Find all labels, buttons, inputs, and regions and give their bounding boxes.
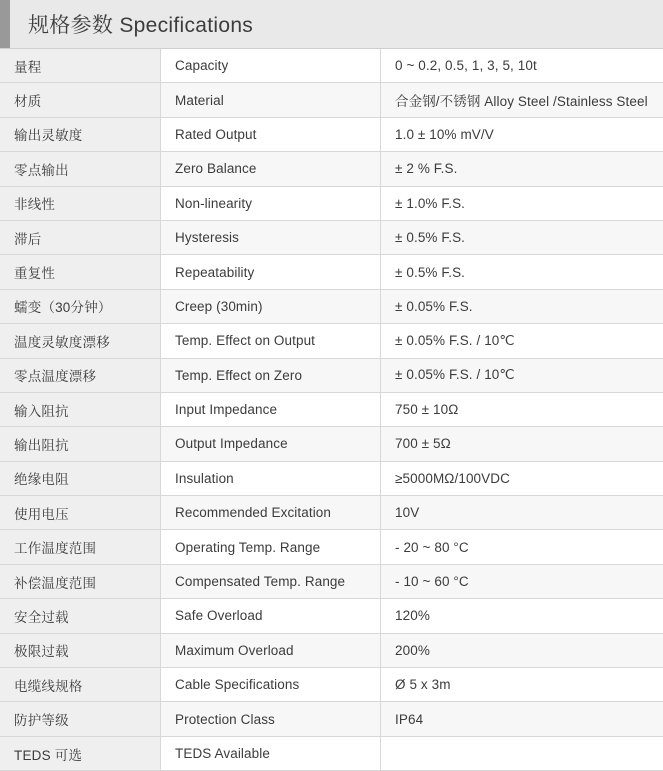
spec-value: ≥5000MΩ/100VDC <box>395 470 510 486</box>
spec-label-cn: 电缆线规格 <box>14 678 83 694</box>
spec-label-en: Compensated Temp. Range <box>175 574 346 590</box>
table-row <box>0 427 663 461</box>
table-row <box>0 220 663 254</box>
spec-label-cn: 补偿温度范围 <box>14 575 97 591</box>
spec-label-en: Safe Overload <box>175 608 263 624</box>
table-row <box>0 530 663 564</box>
spec-label-en: Creep (30min) <box>175 298 263 314</box>
spec-label-cn: 蠕变（30分钟） <box>14 300 112 316</box>
table-row <box>0 392 663 426</box>
page-title-cn: 规格参数 <box>28 14 114 37</box>
spec-value: - 10 ~ 60 °C <box>395 574 469 590</box>
spec-label-en: Input Impedance <box>175 402 278 418</box>
specifications-header <box>0 0 663 49</box>
spec-value: 1.0 ± 10% mV/V <box>395 126 494 142</box>
spec-label-en: Zero Balance <box>175 161 257 177</box>
table-row <box>0 564 663 598</box>
spec-label-cn: 使用电压 <box>14 506 69 522</box>
table-row <box>0 668 663 702</box>
page-title-en: Specifications <box>119 14 254 37</box>
spec-value: 10V <box>395 505 420 521</box>
spec-label-en: TEDS Available <box>175 746 270 761</box>
spec-label-cn: 滞后 <box>14 231 42 247</box>
spec-label-cn: 材质 <box>14 94 42 110</box>
spec-label-en: Maximum Overload <box>175 642 294 658</box>
spec-label-cn: 量程 <box>14 59 42 75</box>
table-row <box>0 736 663 770</box>
spec-value: ± 0.05% F.S. / 10℃ <box>395 367 515 383</box>
specifications-table-body <box>0 49 663 771</box>
spec-label-cn: 绝缘电阻 <box>14 472 69 488</box>
spec-label-cn: 零点输出 <box>14 162 69 178</box>
page-title <box>10 9 253 39</box>
table-row <box>0 152 663 186</box>
spec-value: ± 0.05% F.S. <box>395 298 473 314</box>
spec-label-cn: 非线性 <box>14 197 56 213</box>
spec-label-cn: 防护等级 <box>14 713 69 729</box>
spec-value: 750 ± 10Ω <box>395 402 459 418</box>
spec-label-en: Rated Output <box>175 126 257 142</box>
table-row <box>0 633 663 667</box>
table-row <box>0 702 663 736</box>
spec-value: Ø 5 x 3m <box>395 677 451 693</box>
spec-label-en: Repeatability <box>175 264 255 280</box>
spec-value: - 20 ~ 80 °C <box>395 539 469 555</box>
spec-label-en: Temp. Effect on Zero <box>175 367 303 383</box>
spec-label-cn: 输出灵敏度 <box>14 128 83 144</box>
spec-label-en: Material <box>175 92 224 108</box>
spec-label-en: Temp. Effect on Output <box>175 333 316 349</box>
table-row <box>0 255 663 289</box>
spec-value: 200% <box>395 642 430 658</box>
table-row <box>0 117 663 151</box>
spec-label-en: Cable Specifications <box>175 677 300 693</box>
spec-value: ± 2 % F.S. <box>395 161 458 177</box>
table-row <box>0 83 663 117</box>
spec-label-cn: 输入阻抗 <box>14 403 69 419</box>
header-accent-bar <box>0 0 10 48</box>
spec-value: ± 0.05% F.S. / 10℃ <box>395 332 515 348</box>
spec-value: 700 ± 5Ω <box>395 436 451 452</box>
spec-label-en: Hysteresis <box>175 230 240 246</box>
spec-value: ± 0.5% F.S. <box>395 230 466 246</box>
spec-value: IP64 <box>395 711 424 727</box>
spec-value: ± 0.5% F.S. <box>395 264 466 280</box>
spec-label-cn: 温度灵敏度漂移 <box>14 334 110 350</box>
spec-label-cn: TEDS 可选 <box>14 747 83 763</box>
spec-label-cn: 零点温度漂移 <box>14 369 97 385</box>
spec-label-cn: 极限过载 <box>14 644 69 660</box>
spec-value: 120% <box>395 608 430 624</box>
spec-label-cn: 安全过载 <box>14 609 69 625</box>
spec-label-en: Protection Class <box>175 711 275 727</box>
table-row <box>0 496 663 530</box>
table-row <box>0 358 663 392</box>
spec-label-cn: 输出阻抗 <box>14 437 69 453</box>
table-row <box>0 599 663 633</box>
spec-label-en: Operating Temp. Range <box>175 539 321 555</box>
table-row <box>0 324 663 358</box>
spec-label-en: Insulation <box>175 470 234 486</box>
spec-label-en: Capacity <box>175 58 229 74</box>
table-row <box>0 186 663 220</box>
spec-label-en: Recommended Excitation <box>175 505 332 521</box>
spec-value: 0 ~ 0.2, 0.5, 1, 3, 5, 10t <box>395 58 537 74</box>
spec-value: 合金钢/不锈钢 Alloy Steel /Stainless Steel <box>395 94 648 110</box>
spec-value: ± 1.0% F.S. <box>395 195 466 211</box>
spec-label-en: Output Impedance <box>175 436 288 452</box>
table-row <box>0 461 663 495</box>
specifications-table <box>0 49 663 771</box>
table-row <box>0 289 663 323</box>
spec-label-cn: 工作温度范围 <box>14 541 97 557</box>
spec-label-cn: 重复性 <box>14 266 56 282</box>
table-row <box>0 49 663 83</box>
spec-label-en: Non-linearity <box>175 195 253 211</box>
